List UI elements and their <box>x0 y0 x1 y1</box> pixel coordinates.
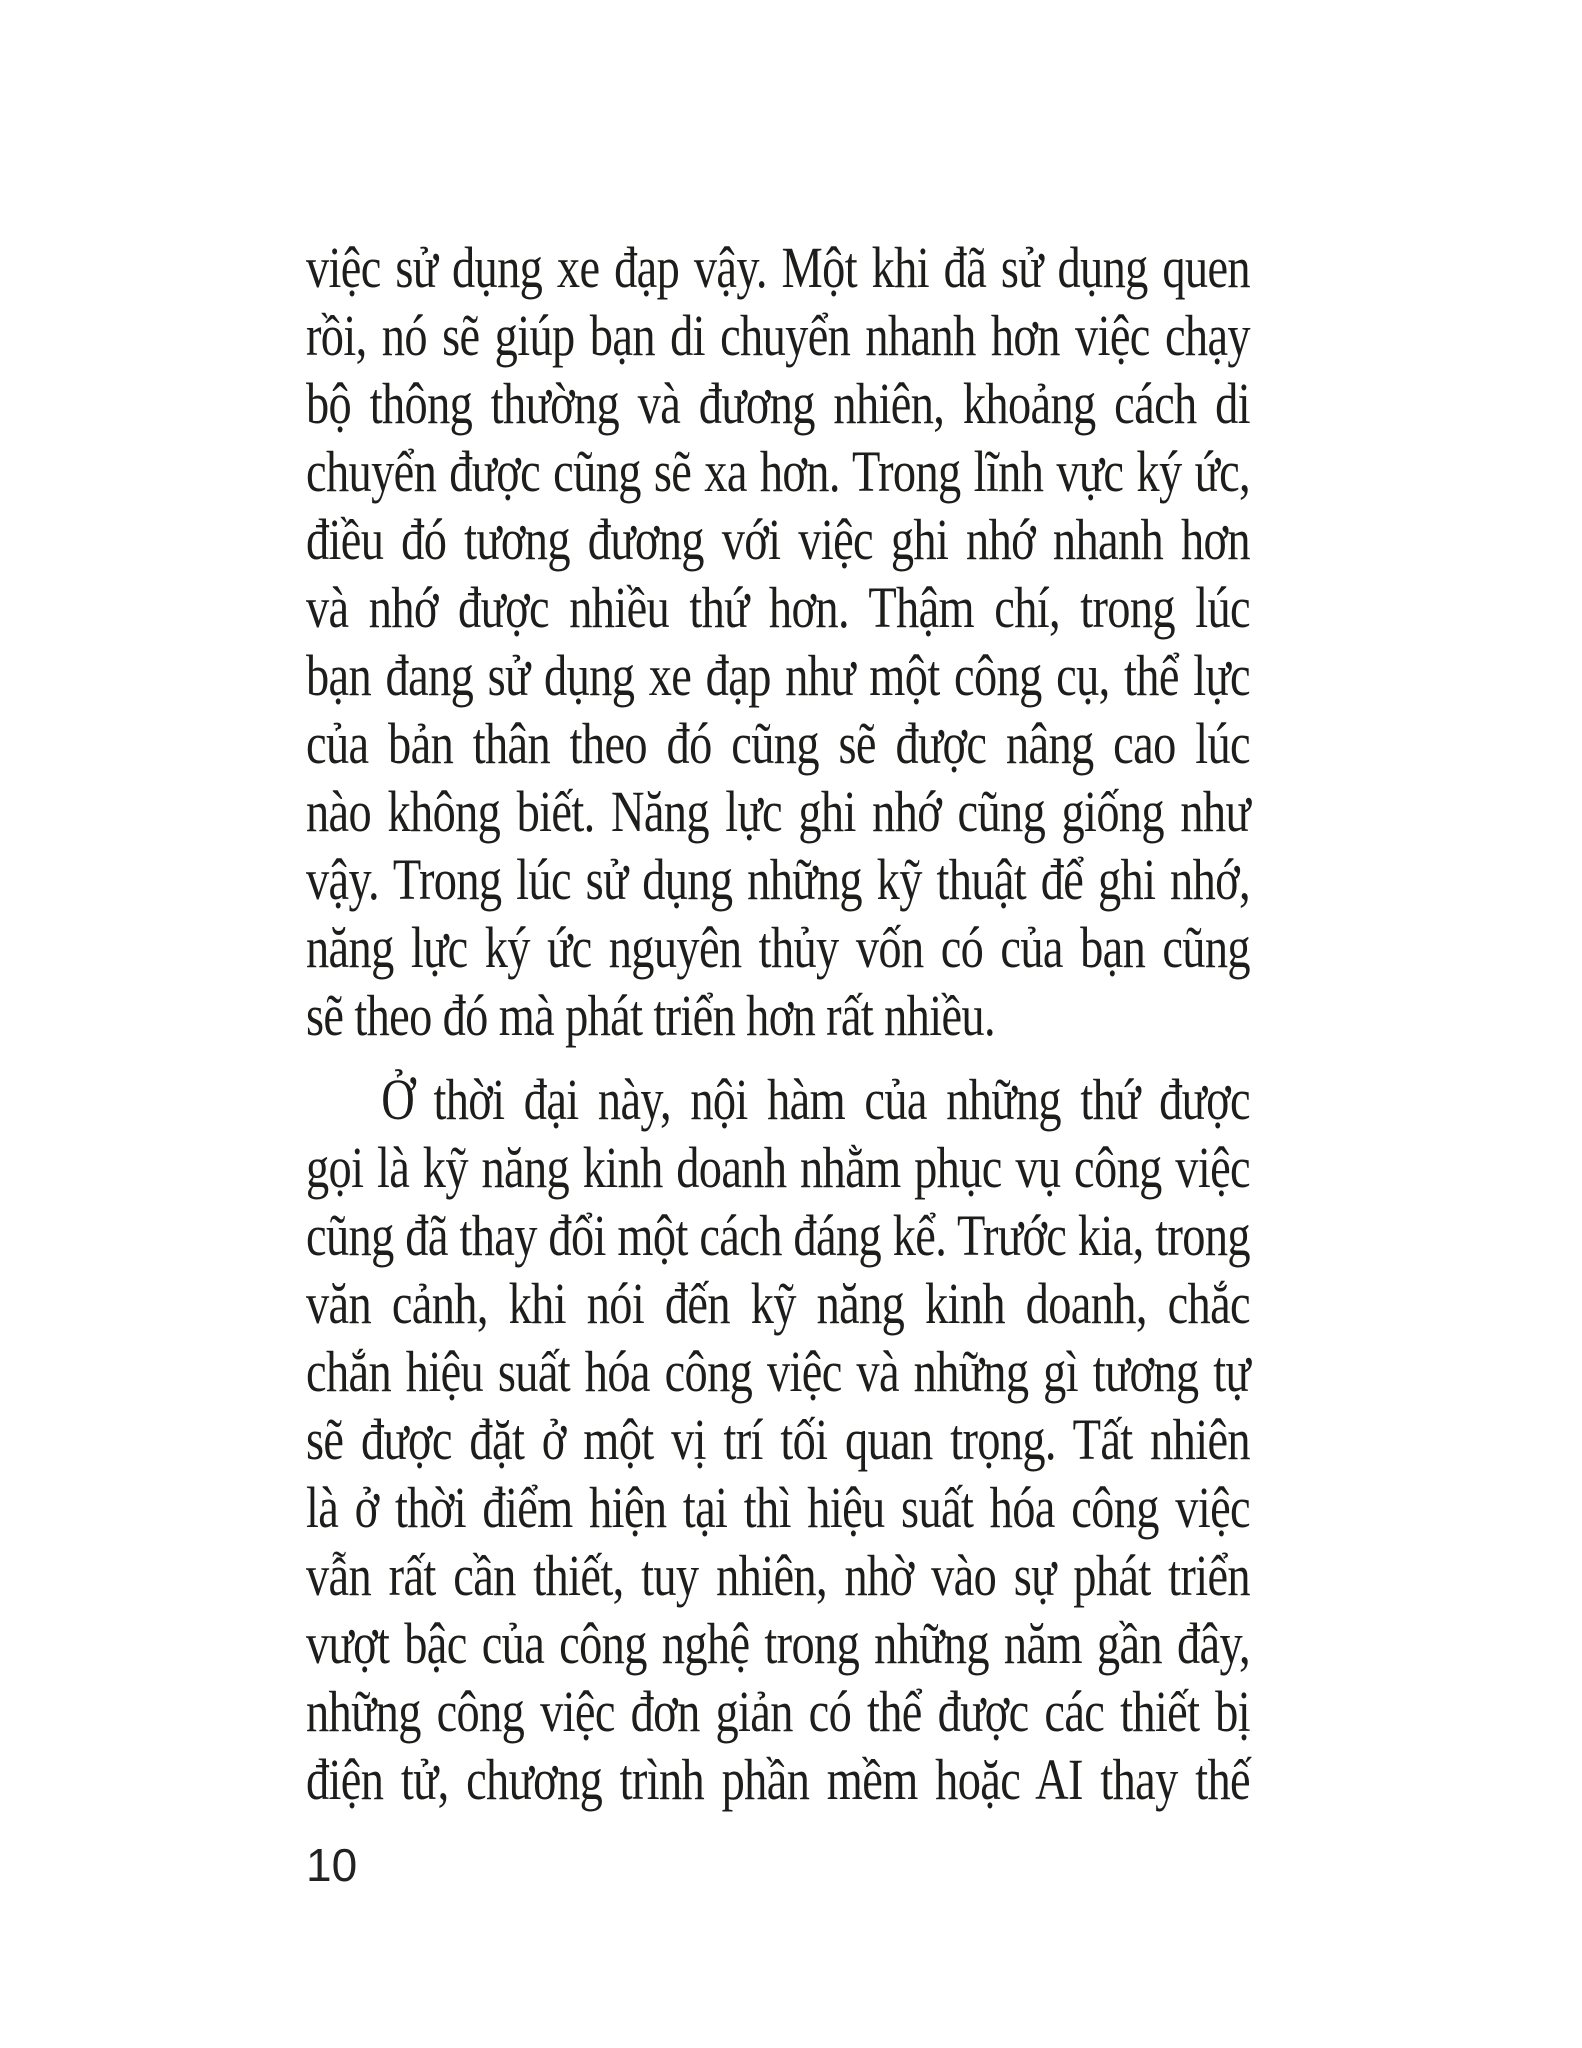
text-line: và nhớ được nhiều thứ hơn. Thậm chí, trong lúc <box>306 575 1250 640</box>
text-line: việc sử dụng xe đạp vậy. Một khi đã sử dụng quen <box>306 235 1250 300</box>
text-line: năng lực ký ức nguyên thủy vốn có của bạn cũng <box>306 915 1250 980</box>
text-line: chắn hiệu suất hóa công việc và những gì tương tự <box>306 1339 1250 1404</box>
text-line: gọi là kỹ năng kinh doanh nhằm phục vụ công việc <box>306 1135 1250 1200</box>
text-line: của bản thân theo đó cũng sẽ được nâng cao lúc <box>306 711 1250 776</box>
text-line: rồi, nó sẽ giúp bạn di chuyển nhanh hơn việc chạy <box>306 303 1250 368</box>
page-text-block <box>306 234 1250 1814</box>
text-line: bạn đang sử dụng xe đạp như một công cụ, thể lực <box>306 643 1250 708</box>
text-line: văn cảnh, khi nói đến kỹ năng kinh doanh, chắc <box>306 1271 1250 1336</box>
text-line: vậy. Trong lúc sử dụng những kỹ thuật để ghi nhớ, <box>306 847 1250 912</box>
text-line: điện tử, chương trình phần mềm hoặc AI thay thế <box>306 1747 1250 1812</box>
text-line: sẽ theo đó mà phát triển hơn rất nhiều. <box>306 983 995 1048</box>
text-line: là ở thời điểm hiện tại thì hiệu suất hóa công việc <box>306 1475 1250 1540</box>
text-line: cũng đã thay đổi một cách đáng kể. Trước kia, trong <box>306 1203 1250 1268</box>
text-line: Ở thời đại này, nội hàm của những thứ được <box>381 1067 1250 1132</box>
page-number: 10 <box>306 1839 358 1891</box>
paragraph <box>306 1066 1250 1814</box>
text-line: bộ thông thường và đương nhiên, khoảng cách di <box>306 371 1250 436</box>
text-line: điều đó tương đương với việc ghi nhớ nhanh hơn <box>306 507 1250 572</box>
paragraph <box>306 234 1250 1050</box>
text-line: những công việc đơn giản có thể được các thiết bị <box>306 1679 1250 1744</box>
text-line: vẫn rất cần thiết, tuy nhiên, nhờ vào sự phát triển <box>306 1543 1250 1608</box>
text-line: vượt bậc của công nghệ trong những năm gần đây, <box>306 1611 1250 1676</box>
text-line: chuyển được cũng sẽ xa hơn. Trong lĩnh vực ký ức, <box>306 439 1250 504</box>
text-line: nào không biết. Năng lực ghi nhớ cũng giống như <box>306 779 1250 844</box>
text-line: sẽ được đặt ở một vị trí tối quan trọng. Tất nhiên <box>306 1407 1250 1472</box>
